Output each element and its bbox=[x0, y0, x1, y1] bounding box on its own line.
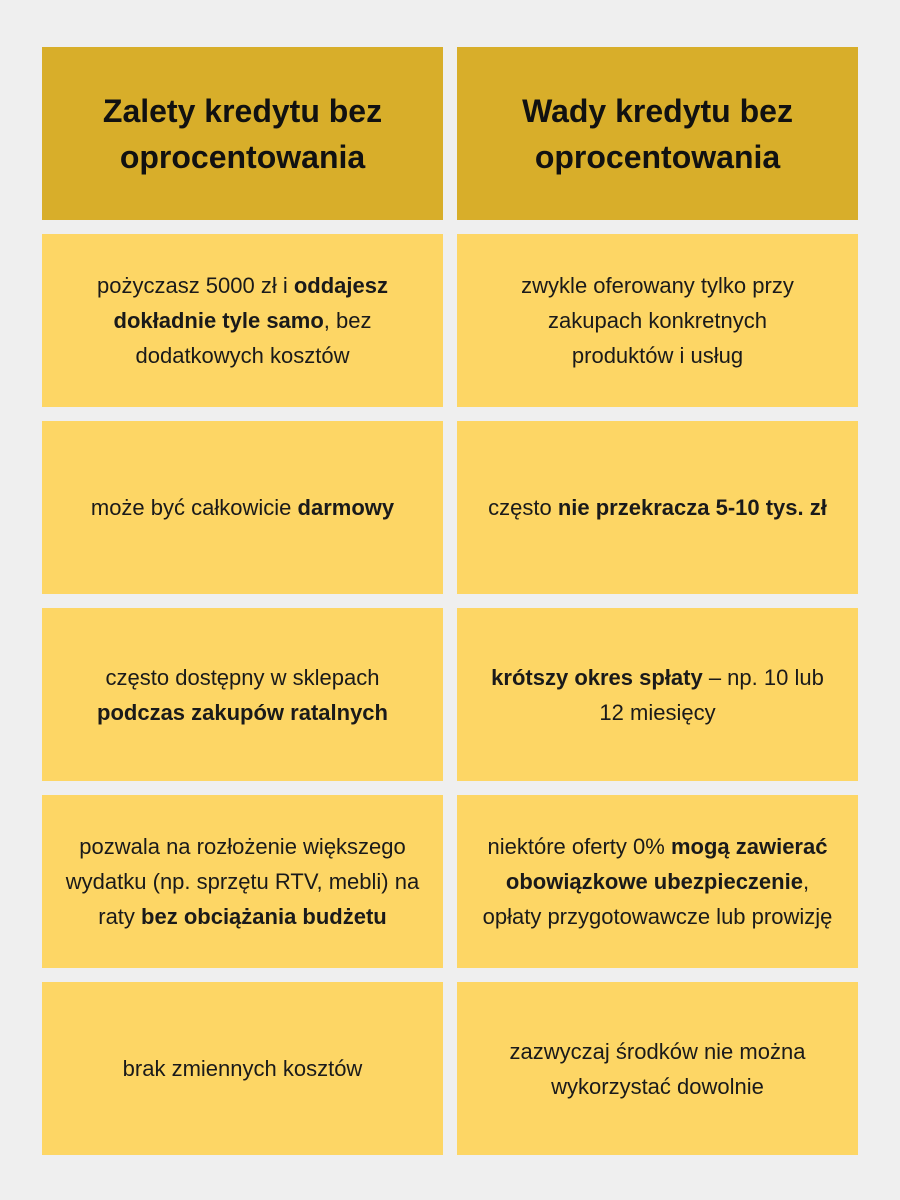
emphasis-text: darmowy bbox=[297, 495, 395, 520]
con-text bbox=[477, 1034, 838, 1104]
comparison-table bbox=[42, 47, 858, 1155]
emphasis-text: krótszy okres spłaty bbox=[491, 664, 703, 690]
pro-cell-5 bbox=[42, 982, 443, 1155]
con-text bbox=[477, 660, 838, 730]
plain-text: , bez dodatkowych kosztów bbox=[135, 308, 372, 368]
plain-text: zazwyczaj środków nie można wykorzystać dowolnie bbox=[509, 1038, 806, 1099]
emphasis-text: oddajesz dokładnie tyle samo bbox=[113, 273, 388, 333]
pro-cell-4 bbox=[42, 795, 443, 968]
con-text bbox=[477, 829, 838, 934]
plain-text: – np. 10 lub 12 miesięcy bbox=[599, 664, 824, 725]
plain-text: , opłaty przygotowawcze lub prowizję bbox=[482, 869, 833, 929]
cons-header-text: Wady kredytu bez oprocentowania bbox=[522, 92, 793, 175]
con-cell-2 bbox=[457, 421, 858, 594]
con-cell-1 bbox=[457, 234, 858, 407]
pros-header bbox=[42, 47, 443, 220]
emphasis-text: mogą zawierać obowiązkowe ubezpieczenie bbox=[505, 834, 828, 894]
pro-cell-1 bbox=[42, 234, 443, 407]
pro-cell-3 bbox=[42, 608, 443, 781]
plain-text: często dostępny w sklepach bbox=[105, 664, 380, 690]
pro-text bbox=[123, 1051, 363, 1086]
con-cell-5 bbox=[457, 982, 858, 1155]
emphasis-text: nie przekracza 5-10 tys. zł bbox=[557, 495, 827, 520]
plain-text: pozwala na rozłożenie większego wydatku (np. sprzętu RTV, mebli) na raty bbox=[65, 834, 420, 929]
plain-text: zwykle oferowany tylko przy zakupach konkretnych produktów i usług bbox=[521, 273, 794, 368]
emphasis-text: bez obciążania budżetu bbox=[141, 904, 387, 929]
plain-text: często bbox=[488, 495, 558, 520]
plain-text: niektóre oferty 0% bbox=[487, 834, 671, 859]
pro-cell-2 bbox=[42, 421, 443, 594]
pro-text bbox=[62, 660, 423, 730]
plain-text: brak zmiennych kosztów bbox=[122, 1056, 363, 1081]
plain-text: może być całkowicie bbox=[90, 495, 298, 520]
pro-text bbox=[91, 490, 394, 525]
cons-header bbox=[457, 47, 858, 220]
con-text bbox=[477, 268, 838, 373]
pro-text bbox=[62, 268, 423, 373]
emphasis-text: podczas zakupów ratalnych bbox=[97, 699, 388, 725]
pro-text bbox=[62, 829, 423, 934]
plain-text: pożyczasz 5000 zł i bbox=[96, 273, 294, 298]
con-cell-3 bbox=[457, 608, 858, 781]
con-text bbox=[488, 490, 827, 525]
con-cell-4 bbox=[457, 795, 858, 968]
pros-header-text: Zalety kredytu bez oprocentowania bbox=[102, 92, 383, 175]
